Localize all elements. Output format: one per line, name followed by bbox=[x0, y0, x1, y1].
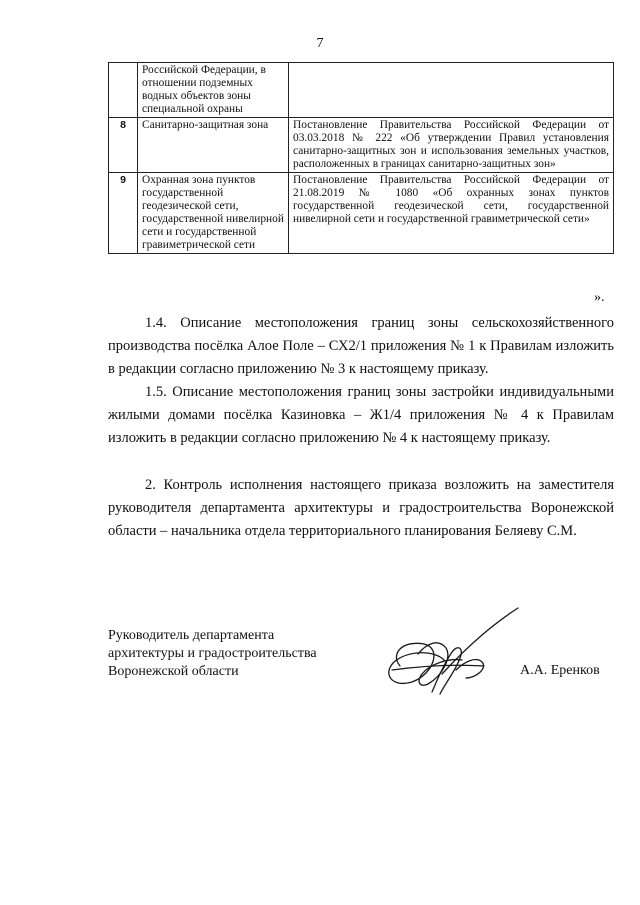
paragraph-2-text: 2. Контроль исполнения настоящего приказа возложить на заместителя руководителя департамента архитектуры и градостроительства Воронежской области – начальника отдела территориального планирования Беляеву С.М. bbox=[108, 477, 614, 539]
zones-table bbox=[108, 62, 614, 254]
table-row bbox=[109, 63, 614, 118]
legal-document bbox=[289, 63, 614, 118]
row-number: 9 bbox=[109, 173, 138, 254]
zone-name: Российской Федерации, в отношении подземных водных объектов зоны специальной охраны bbox=[138, 63, 289, 118]
page-number: 7 bbox=[316, 36, 324, 51]
paragraph-1-5-text: 1.5. Описание местоположения границ зоны застройки индивидуальными жилыми домами посёлка Казиновка – Ж1/4 приложения № 4 к Правилам изложить в редакции согласно приложению № 4 к настоящему приказу. bbox=[108, 384, 614, 446]
handwritten-signature bbox=[372, 604, 522, 714]
zone-name: Охранная зона пунктов государственной геодезической сети, государственной нивелирной сети и государственной гравиметрической сети bbox=[138, 173, 289, 254]
legal-document: Постановление Правительства Российской Федерации от 21.08.2019 № 1080 «Об охранных зонах пунктов государственной геодезической сети, государственной нивелирной сети и государственной гравиметрической сети» bbox=[289, 173, 614, 254]
row-number: 8 bbox=[109, 118, 138, 173]
zone-name: Санитарно-защитная зона bbox=[138, 118, 289, 173]
closing-quote-mark: ». bbox=[594, 290, 605, 305]
paragraph-1-4-text: 1.4. Описание местоположения границ зоны сельскохозяйственного производства посёлка Алое Поле – СХ2/1 приложения № 1 к Правилам изложить в редакции согласно приложению № 3 к настоящему приказу. bbox=[108, 315, 614, 377]
position-line: Руководитель департамента bbox=[108, 628, 275, 643]
table-row bbox=[109, 118, 614, 173]
row-number bbox=[109, 63, 138, 118]
table-row bbox=[109, 173, 614, 254]
paragraph-2 bbox=[108, 474, 614, 543]
legal-document: Постановление Правительства Российской Федерации от 03.03.2018 № 222 «Об утверждении Правил установления санитарно-защитных зон и использования земельных участков, расположенных в границах санитарно-защитных зон» bbox=[289, 118, 614, 173]
signatory-position bbox=[108, 627, 317, 681]
paragraph-1-4 bbox=[108, 312, 614, 381]
paragraph-1-5 bbox=[108, 381, 614, 450]
position-line: Воронежской области bbox=[108, 664, 239, 679]
signatory-name: А.А. Еренков bbox=[520, 663, 600, 678]
position-line: архитектуры и градостроительства bbox=[108, 646, 317, 661]
